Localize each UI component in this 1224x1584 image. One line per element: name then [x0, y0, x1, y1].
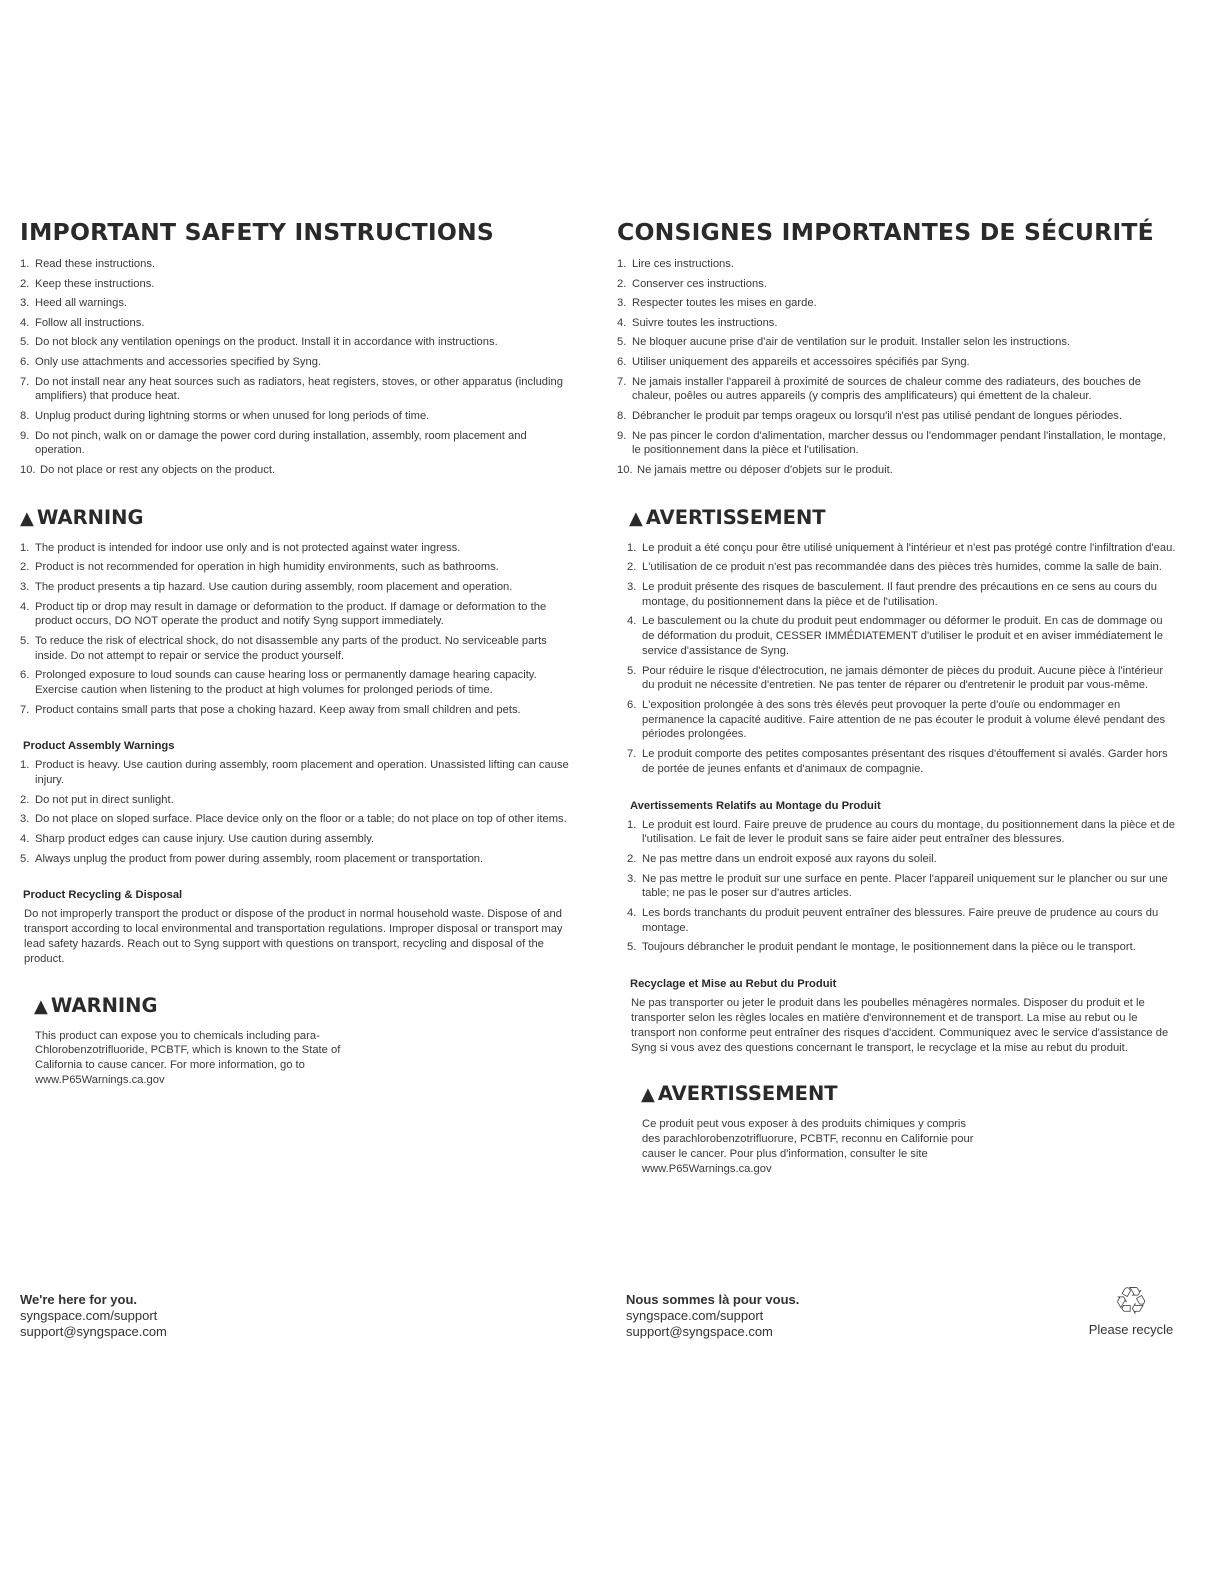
list-item-text: Heed all warnings. [35, 297, 128, 310]
list-item-number: 5. [617, 336, 627, 349]
list-item-number: 8. [20, 409, 30, 422]
support-footer-en [20, 1292, 167, 1340]
prop65-heading-fr: ▲ AVERTISSEMENT [641, 1082, 838, 1106]
footer-email-en[interactable]: support@syngspace.com [20, 1324, 167, 1339]
warning-triangle-icon: ▲ [641, 1084, 655, 1106]
list-item [617, 429, 1177, 459]
warning-triangle-icon: ▲ [34, 995, 48, 1017]
list-item [627, 872, 1177, 902]
list-item [627, 541, 1177, 556]
list-item-text: Do not place or rest any objects on the product. [40, 463, 276, 476]
warning-heading-fr: ▲ AVERTISSEMENT [629, 505, 826, 529]
list-item [20, 316, 575, 331]
list-item-number: 4. [617, 316, 627, 329]
footer-url-fr[interactable]: syngspace.com/support [626, 1308, 764, 1323]
list-item-number: 2. [20, 793, 30, 806]
support-footer-fr [626, 1292, 799, 1340]
list-item-text: To reduce the risk of electrical shock, do not disassemble any parts of the product. No serviceable parts inside. Do not attempt to repair or service the product yourself. [35, 634, 547, 662]
list-item-text: The product presents a tip hazard. Use caution during assembly, room placement and operation. [35, 580, 513, 593]
english-column [20, 218, 575, 1088]
list-item [20, 758, 575, 788]
list-item-text: Ne jamais mettre ou déposer d'objets sur le produit. [637, 463, 893, 476]
french-column [617, 218, 1177, 1177]
recycle-label: Please recycle [1088, 1322, 1174, 1337]
prop65-heading-en: ▲ WARNING [34, 993, 158, 1017]
list-item [617, 296, 1177, 311]
list-item-number: 10. [617, 463, 633, 476]
list-item [20, 277, 575, 292]
list-item-text: Sharp product edges can cause injury. Use caution during assembly. [35, 833, 375, 846]
list-item-number: 4. [20, 600, 30, 613]
list-item [20, 409, 575, 424]
list-item-number: 8. [617, 409, 627, 422]
list-item [617, 277, 1177, 292]
list-item [617, 257, 1177, 272]
list-item-text: Conserver ces instructions. [632, 277, 767, 290]
list-item [617, 316, 1177, 331]
list-item-number: 7. [617, 375, 627, 388]
list-item [20, 600, 575, 630]
prop65-text-en: This product can expose you to chemicals including para-Chlorobenzotrifluoride, PCBTF, which is known to the State of California to cause cancer. For more information, go to www.P65Warnings.ca.gov [35, 1029, 341, 1087]
list-item [627, 940, 1177, 955]
list-item-text: Débrancher le produit par temps orageux ou lorsqu'il n'est pas utilisé pendant de longues périodes. [632, 409, 1122, 422]
list-item [20, 257, 575, 272]
assembly-heading-fr: Avertissements Relatifs au Montage du Produit [630, 799, 881, 812]
list-item-text: Do not install near any heat sources such as radiators, heat registers, stoves, or other apparatus (including amplifiers) that produce heat. [35, 375, 563, 403]
list-item-text: Prolonged exposure to loud sounds can cause hearing loss or permanently damage hearing capacity. Exercise caution when listening to the product at high volumes for prolonged periods of time. [35, 669, 537, 697]
list-item-text: Product is heavy. Use caution during assembly, room placement and operation. Unassisted lifting can cause injury. [35, 759, 569, 787]
list-item-text: Do not pinch, walk on or damage the power cord during installation, assembly, room placement and operation. [35, 429, 527, 457]
page-title-en: IMPORTANT SAFETY INSTRUCTIONS [20, 218, 495, 246]
list-item-number: 7. [627, 748, 637, 761]
list-item [20, 463, 575, 478]
list-item-text: Ne jamais installer l'appareil à proximité de sources de chaleur comme des radiateurs, des bouches de chaleur, poêles ou autres appareils (y compris des amplificateurs) qui émettent de la chaleur. [632, 375, 1141, 403]
list-item-text: The product is intended for indoor use only and is not protected against water ingress. [35, 541, 461, 554]
list-item-number: 5. [627, 664, 637, 677]
prop65-text-fr: Ce produit peut vous exposer à des produits chimiques y compris des parachlorobenzotrifluorure, PCBTF, reconnu en Californie pour causer le cancer. Pour plus d'information, consulter le site www.P65Warnings.ca.gov [642, 1118, 974, 1175]
list-item-number: 5. [20, 336, 30, 349]
list-item [627, 852, 1177, 867]
list-item-number: 7. [20, 375, 30, 388]
list-item [20, 668, 575, 698]
recycle-icon: ♲ [1113, 1281, 1149, 1323]
list-item-text: Le produit est lourd. Faire preuve de prudence au cours du montage, du positionnement dans la pièce et de l'utilisation. Le fait de lever le produit sans se faire aider peut entraîner des blessures. [642, 818, 1175, 846]
list-item-number: 3. [627, 580, 637, 593]
prop65-warning-en [34, 994, 364, 1088]
list-item-text: Only use attachments and accessories specified by Syng. [35, 355, 322, 368]
warnings-list-fr [627, 541, 1177, 777]
list-item-text: Always unplug the product from power during assembly, room placement or transportation. [35, 852, 484, 865]
list-item-text: Read these instructions. [35, 258, 156, 270]
list-item [627, 747, 1177, 777]
list-item [20, 355, 575, 370]
recycling-heading-en: Product Recycling & Disposal [23, 889, 183, 902]
list-item-text: Ne pas pincer le cordon d'alimentation, marcher dessus ou l'endommager pendant l'installation, le montage, le positionnement dans la pièce et l'utilisation. [632, 429, 1166, 457]
list-item [20, 793, 575, 808]
list-item-text: L'exposition prolongée à des sons très élevés peut provoquer la perte d'ouïe ou endommager en permanence la capacité auditive. Faire attention de ne pas écouter le produit à volume élevé pendant des périodes prolongées. [642, 698, 1166, 741]
list-item [20, 335, 575, 350]
list-item-number: 2. [20, 561, 30, 574]
list-item [20, 852, 575, 867]
list-item-text: Le produit a été conçu pour être utilisé uniquement à l'intérieur et n'est pas protégé contre l'infiltration d'eau. [642, 541, 1176, 554]
list-item-text: Toujours débrancher le produit pendant le montage, le positionnement dans la pièce ou le transport. [642, 941, 1136, 954]
list-item-text: Respecter toutes les mises en garde. [632, 297, 817, 310]
list-item-number: 5. [20, 634, 30, 647]
list-item [627, 906, 1177, 936]
list-item [20, 703, 575, 718]
assembly-list-en [20, 758, 575, 866]
list-item-number: 2. [627, 561, 637, 574]
footer-heading-fr: Nous sommes là pour vous. [626, 1292, 800, 1307]
warnings-list-en [20, 541, 575, 718]
instructions-list-fr [617, 257, 1177, 478]
list-item [20, 580, 575, 595]
list-item [20, 634, 575, 664]
list-item-text: Unplug product during lightning storms or when unused for long periods of time. [35, 409, 430, 422]
list-item-text: Lire ces instructions. [632, 258, 734, 270]
list-item-number: 5. [627, 941, 637, 954]
list-item-number: 1. [20, 541, 30, 554]
list-item-text: Ne pas mettre dans un endroit exposé aux rayons du soleil. [642, 853, 937, 866]
list-item-text: Product contains small parts that pose a choking hazard. Keep away from small children and pets. [35, 703, 521, 716]
list-item [20, 541, 575, 556]
list-item [20, 296, 575, 311]
list-item-number: 10. [20, 463, 36, 476]
list-item-number: 3. [20, 813, 30, 826]
list-item-number: 6. [20, 669, 30, 682]
list-item-text: Do not block any ventilation openings on the product. Install it in accordance with instructions. [35, 336, 498, 349]
list-item-text: Product is not recommended for operation in high humidity environments, such as bathrooms. [35, 561, 499, 574]
list-item [627, 560, 1177, 575]
list-item-number: 4. [20, 833, 30, 846]
list-item-number: 2. [20, 277, 30, 290]
list-item [617, 409, 1177, 424]
warning-triangle-icon: ▲ [629, 507, 643, 529]
list-item [20, 832, 575, 847]
list-item-text: Do not place on sloped surface. Place device only on the floor or a table; do not place on top of other items. [35, 813, 567, 826]
list-item-number: 5. [20, 852, 30, 865]
list-item-text: Ne bloquer aucune prise d'air de ventilation sur le produit. Installer selon les instructions. [632, 336, 1071, 349]
list-item-text: Le produit comporte des petites composantes présentant des risques d'étouffement si avalés. Garder hors de portée de jeunes enfants et d'animaux de compagnie. [642, 748, 1168, 775]
list-item-text: Product tip or drop may result in damage or deformation to the product. If damage or deformation to the product occurs, DO NOT operate the product and notify Syng support immediately. [35, 600, 547, 628]
warning-triangle-icon: ▲ [20, 507, 34, 529]
list-item-text: Suivre toutes les instructions. [632, 316, 778, 329]
list-item-number: 1. [20, 759, 30, 772]
list-item-number: 4. [627, 615, 637, 628]
list-item [627, 580, 1177, 610]
footer-url-en[interactable]: syngspace.com/support [20, 1308, 158, 1323]
list-item-number: 6. [20, 355, 30, 368]
list-item-number: 6. [627, 698, 637, 711]
recycling-text-fr: Ne pas transporter ou jeter le produit dans les poubelles ménagères normales. Disposer du produit et le transporter selon les règles locales en matière d'environnement et de transport. La mise au rebut ou le transport non conforme peut entraîner des risques d'accident. Communiquez avec le service d'assistance de Syng si vous avez des questions concernant le transport, le recyclage et la mise au rebut du produit. [631, 997, 1169, 1054]
list-item-number: 4. [20, 316, 30, 329]
list-item [617, 463, 1177, 478]
list-item-number: 4. [627, 907, 637, 920]
list-item [20, 560, 575, 575]
list-item-number: 7. [20, 703, 30, 716]
list-item-number: 3. [20, 297, 30, 310]
list-item-number: 6. [617, 355, 627, 368]
list-item-number: 1. [20, 258, 30, 270]
instructions-list-en [20, 257, 575, 478]
list-item-number: 3. [627, 872, 637, 885]
assembly-heading-en: Product Assembly Warnings [23, 740, 175, 753]
list-item-number: 2. [627, 853, 637, 866]
list-item-text: Le basculement ou la chute du produit peut endommager ou déformer le produit. En cas de dommage ou de déformation du produit, CESSER IMMÉDIATEMENT d'utiliser le produit et en aviser immédiatement le service d'assistance de Syng. [642, 615, 1163, 657]
list-item [20, 429, 575, 459]
list-item [617, 335, 1177, 350]
list-item [627, 614, 1177, 658]
recycling-text-en: Do not improperly transport the product or dispose of the product in normal household waste. Dispose of and transport according to local environmental and transportation regulations. Improper disposal or transport may lead safety hazards. Reach out to Syng support with questions on transport, recycling and disposal of the product. [24, 908, 563, 965]
page-title-fr: CONSIGNES IMPORTANTES DE SÉCURITÉ [617, 218, 1154, 246]
warning-heading-en: ▲ WARNING [20, 505, 144, 529]
footer-email-fr[interactable]: support@syngspace.com [626, 1324, 773, 1339]
prop65-warning-fr [641, 1082, 976, 1176]
assembly-list-fr [627, 818, 1177, 956]
list-item [627, 698, 1177, 742]
list-item [617, 355, 1177, 370]
list-item-number: 1. [617, 258, 627, 270]
list-item [627, 664, 1177, 694]
list-item-number: 2. [617, 277, 627, 290]
list-item-number: 1. [627, 541, 637, 554]
list-item-text: Follow all instructions. [35, 316, 145, 329]
list-item-number: 3. [617, 297, 627, 310]
list-item-number: 3. [20, 580, 30, 593]
list-item-text: Do not put in direct sunlight. [35, 793, 174, 806]
list-item-number: 9. [617, 429, 627, 442]
list-item-text: Utiliser uniquement des appareils et accessoires spécifiés par Syng. [632, 355, 970, 368]
list-item-text: L'utilisation de ce produit n'est pas recommandée dans des pièces très humides, comme la salle de bain. [642, 561, 1162, 574]
list-item-text: Ne pas mettre le produit sur une surface en pente. Placer l'appareil uniquement sur le plancher ou sur une table; ne pas le poser sur d'autres articles. [642, 872, 1168, 900]
list-item [617, 375, 1177, 405]
list-item [20, 375, 575, 405]
recycling-heading-fr: Recyclage et Mise au Rebut du Produit [630, 978, 837, 991]
list-item-text: Pour réduire le risque d'électrocution, ne jamais démonter de pièces du produit. Aucune pièce à l'intérieur du produit ne nécessite d'entretien. Ne pas tenter de réparer ou d'entretenir le produit par vous-même. [642, 664, 1164, 692]
list-item-text: Keep these instructions. [35, 277, 155, 290]
list-item [627, 818, 1177, 848]
footer-heading-en: We're here for you. [20, 1292, 137, 1307]
list-item [20, 812, 575, 827]
list-item-number: 1. [627, 818, 637, 831]
list-item-text: Le produit présente des risques de basculement. Il faut prendre des précautions en ce sens au cours du montage, du positionnement dans la pièce et de l'utilisation. [642, 580, 1157, 608]
list-item-text: Les bords tranchants du produit peuvent entraîner des blessures. Faire preuve de prudence au cours du montage. [642, 907, 1159, 934]
list-item-number: 9. [20, 429, 30, 442]
recycle-badge [1084, 1282, 1178, 1338]
